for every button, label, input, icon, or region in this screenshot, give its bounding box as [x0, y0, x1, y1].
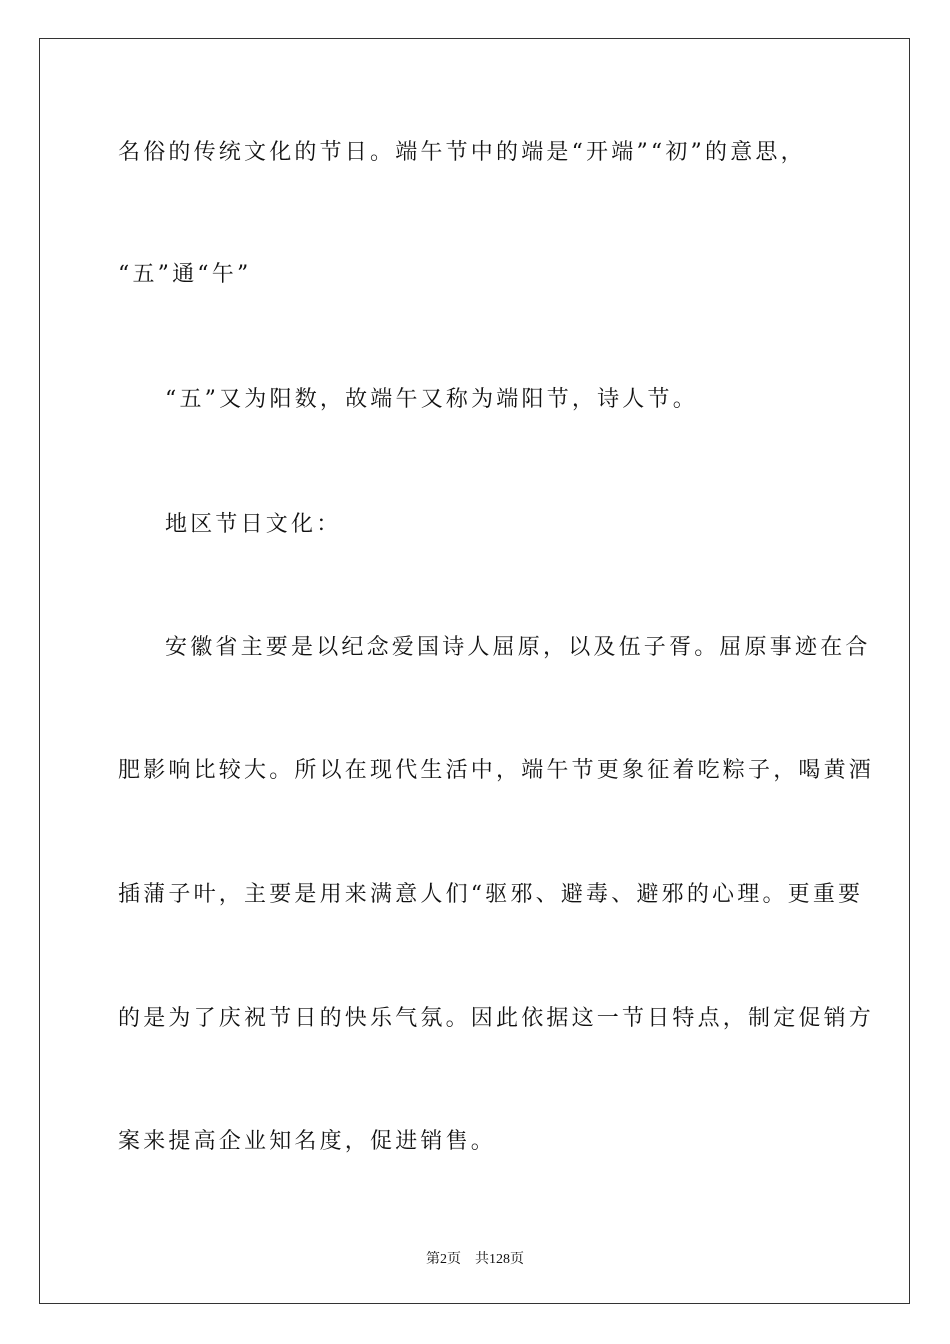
total-pages: 共128页: [475, 1252, 524, 1267]
paragraph-line: 地区节日文化：: [165, 512, 342, 537]
paragraph-line: “五”又为阳数，故端午又称为端阳节，诗人节。: [165, 387, 698, 412]
paragraph-line: “五”通“午”: [118, 262, 252, 287]
paragraph-line: 案来提高企业知名度，促进销售。: [118, 1129, 497, 1154]
paragraph-line: 插蒲子叶，主要是用来满意人们“驱邪、避毒、避邪的心理。更重要: [118, 882, 864, 907]
page-number: 第2页: [426, 1252, 461, 1267]
paragraph-line: 名俗的传统文化的节日。端午节中的端是“开端”“初”的意思，: [118, 140, 806, 165]
paragraph-line: 安徽省主要是以纪念爱国诗人屈原，以及伍子胥。屈原事迹在合: [165, 635, 871, 660]
page-border: [39, 38, 910, 1304]
paragraph-line: 的是为了庆祝节日的快乐气氛。因此依据这一节日特点，制定促销方: [118, 1006, 875, 1031]
paragraph-line: 肥影响比较大。所以在现代生活中，端午节更象征着吃粽子，喝黄酒: [118, 758, 875, 783]
page-footer: [0, 1248, 950, 1268]
